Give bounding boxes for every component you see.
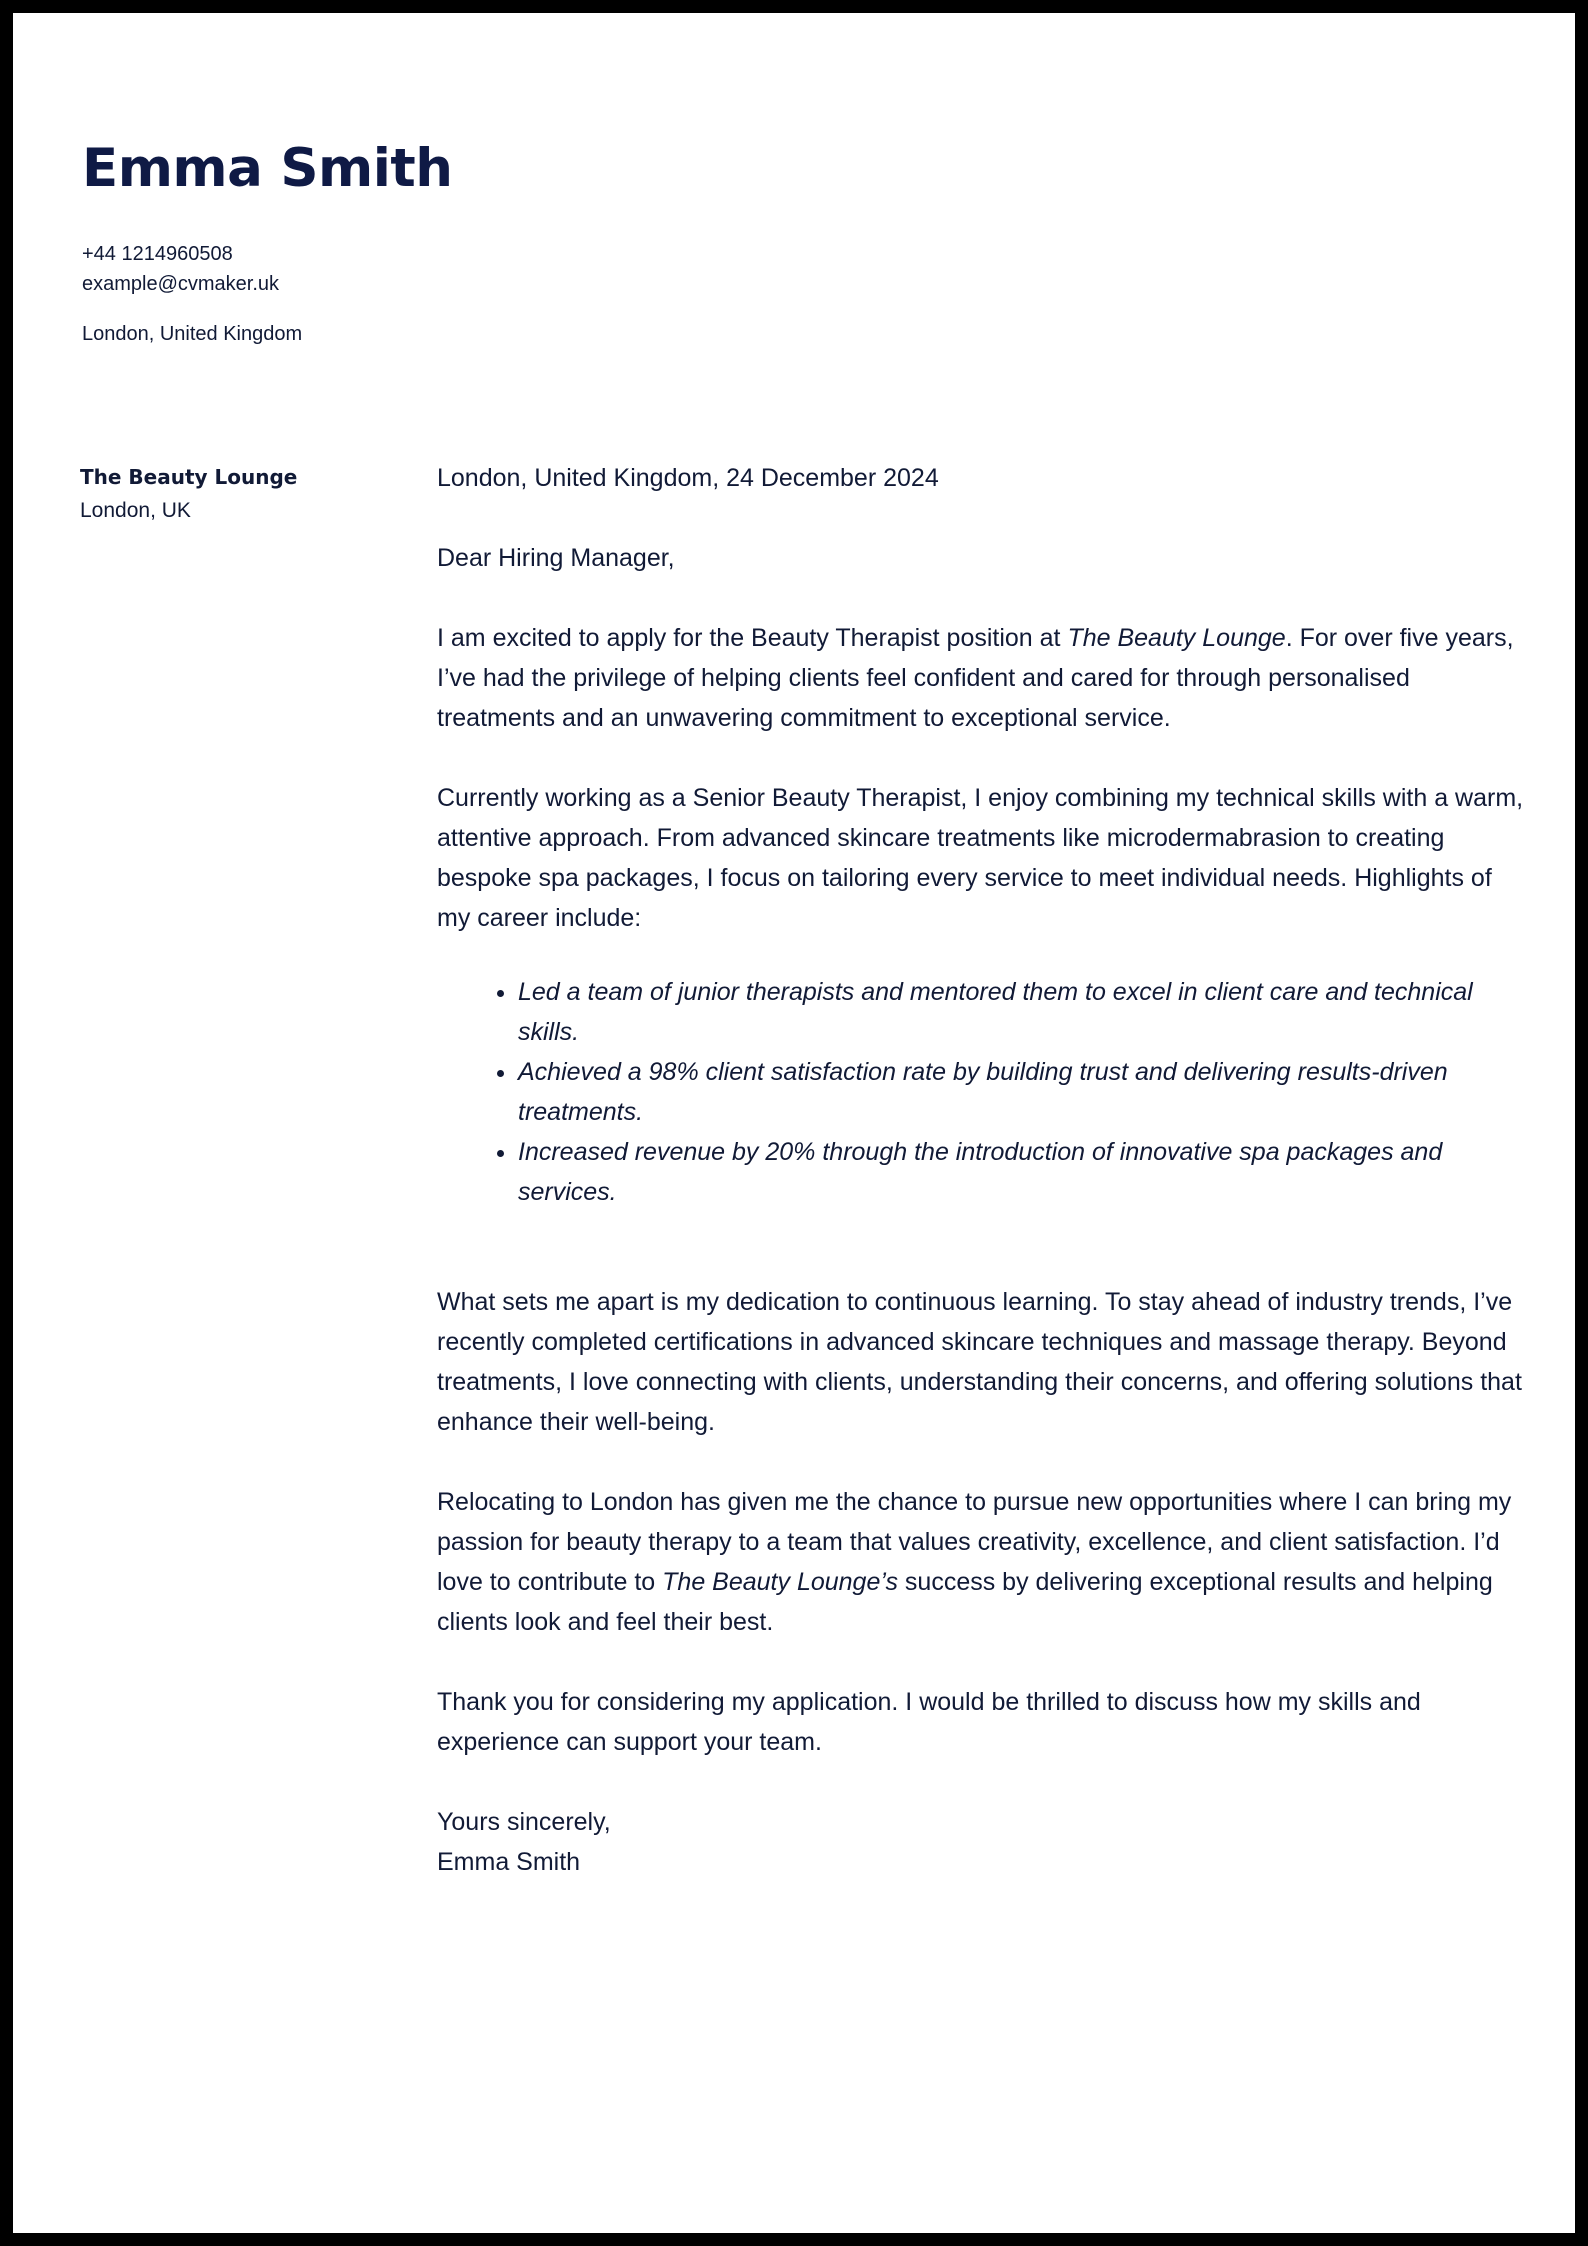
sender-location: London, United Kingdom [82,323,303,345]
paragraph-experience: Currently working as a Senior Beauty Therapist, I enjoy combining my technical skills with a warm, attentive approach. From advanced skincare treatments like microdermabrasion to creating bespoke spa packages, I focus on tailoring every service to meet individual needs. Highlights of my career include: [437,784,1524,932]
recipient-location: London, UK [80,499,191,522]
highlights-list [437,972,1527,1212]
sender-email: example@cvmaker.uk [82,273,280,295]
closing: Yours sincerely, [437,1808,611,1836]
sender-name: Emma Smith [82,138,453,199]
salutation: Dear Hiring Manager, [437,544,675,572]
paragraph-relocation-text-b: success by delivering exceptional results and helping clients look and feel their best. [437,1568,1493,1636]
sender-phone: +44 1214960508 [82,243,233,265]
paragraph-intro-text-b: . For over five years, I’ve had the privilege of helping clients feel confident and cared for through personalised treatments and an unwavering commitment to exceptional service. [437,624,1514,732]
highlight-item: • Led a team of junior therapists and mentored them to excel in client care and technical skills. [518,972,1527,1052]
date-line: London, United Kingdom, 24 December 2024 [437,464,939,492]
highlight-item: • Achieved a 98% client satisfaction rate by building trust and delivering results-driven treatments. [518,1052,1527,1132]
paragraph-relocation-text-a: Relocating to London has given me the chance to pursue new opportunities where I can bring my passion for beauty therapy to a team that values creativity, excellence, and client satisfaction. I’d love to contribute to [437,1488,1512,1596]
paragraph-thanks: Thank you for considering my application. I would be thrilled to discuss how my skills and experience can support your team. [437,1688,1421,1756]
letter-page [13,13,1575,2233]
company-name-emphasis: The Beauty Lounge [1067,624,1286,652]
recipient-block [80,461,380,527]
paragraph-relocation [437,1482,1527,1642]
paragraph-intro-text-a: I am excited to apply for the Beauty Therapist position at [437,624,1068,652]
paragraph-learning: What sets me apart is my dedication to continuous learning. To stay ahead of industry trends, I’ve recently completed certifications in advanced skincare techniques and massage therapy. Beyond treatments, I love connecting with clients, understanding their concerns, and offering solutions that enhance their well-being. [437,1288,1522,1436]
company-name-possessive-emphasis: The Beauty Lounge’s [662,1568,898,1596]
sender-contact [82,239,302,349]
letter-header [82,135,453,203]
highlight-item: • Increased revenue by 20% through the introduction of innovative spa packages and services. [518,1132,1527,1212]
letter-body [437,458,1527,1882]
recipient-company: The Beauty Lounge [80,465,298,489]
paragraph-intro [437,618,1527,738]
signature-name: Emma Smith [437,1848,581,1876]
